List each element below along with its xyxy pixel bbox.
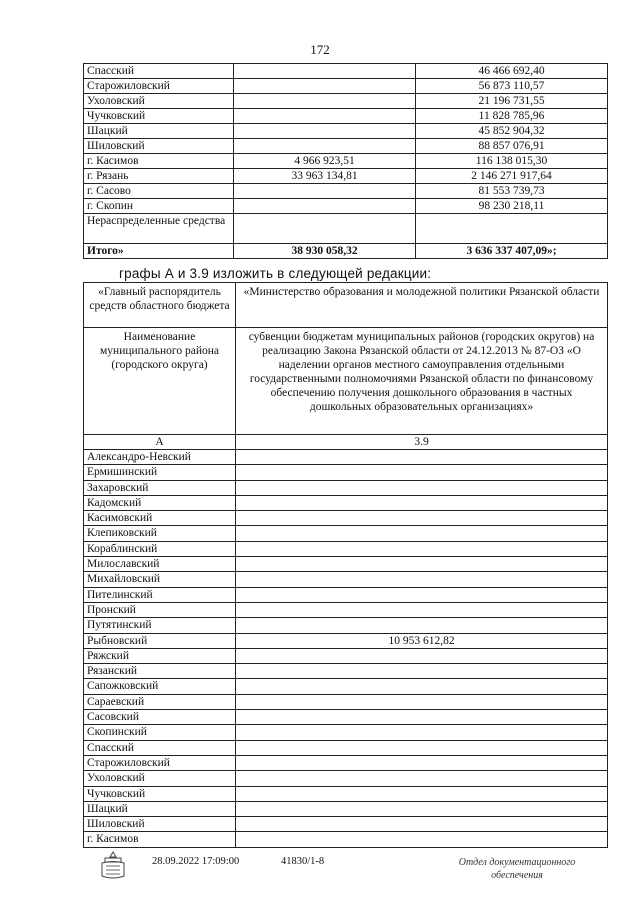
district-name: Старожиловский (84, 755, 236, 770)
table-row (84, 755, 608, 770)
table-row (84, 139, 608, 154)
table-row (84, 710, 608, 725)
table-row (84, 557, 608, 572)
footer-datetime: 28.09.2022 17:09:00 (152, 856, 240, 867)
column-39-label: 3.9 (236, 435, 608, 450)
amount-cell (236, 679, 608, 694)
district-name: Спасский (84, 64, 234, 79)
chief-manager-label: «Главный распорядитель средств областного бюджета (84, 283, 236, 328)
ministry-name: «Министерство образования и молодежной политики Рязанской области (236, 283, 608, 328)
district-name: Шиловский (84, 817, 236, 832)
coat-of-arms-icon (96, 850, 130, 882)
amount-cell (234, 79, 416, 94)
amount-cell (236, 725, 608, 740)
amount-cell: 45 852 904,32 (416, 124, 608, 139)
table-row (84, 511, 608, 526)
amount-cell (236, 740, 608, 755)
amount-cell (234, 94, 416, 109)
footer-doc-number: 41830/1-8 (281, 856, 325, 867)
amount-cell (234, 109, 416, 124)
amount-cell: 88 857 076,91 (416, 139, 608, 154)
amount-cell (236, 495, 608, 510)
table-row (84, 587, 608, 602)
amount-cell (236, 664, 608, 679)
district-name: Михайловский (84, 572, 236, 587)
amount-cell: 11 828 785,96 (416, 109, 608, 124)
unallocated-row (84, 214, 608, 244)
table-row (84, 480, 608, 495)
district-name: г. Сасово (84, 184, 234, 199)
amount-cell (236, 557, 608, 572)
amount-cell (236, 817, 608, 832)
district-name: Ухоловский (84, 94, 234, 109)
amount-cell (236, 648, 608, 663)
table-row (84, 541, 608, 556)
district-name: Александро-Невский (84, 450, 236, 465)
district-name: Шиловский (84, 139, 234, 154)
table-row (84, 679, 608, 694)
table-row (84, 495, 608, 510)
district-name: Чучковский (84, 109, 234, 124)
amount-cell: 56 873 110,57 (416, 79, 608, 94)
unallocated-label: Нераспределенные средства (84, 214, 234, 244)
amount-cell (234, 64, 416, 79)
amount-cell (236, 602, 608, 617)
table-row (84, 572, 608, 587)
section-heading: графы А и 3.9 изложить в следующей редакции: (119, 266, 432, 281)
table-row (84, 184, 608, 199)
table-row (84, 154, 608, 169)
district-name: Ряжский (84, 648, 236, 663)
amount-cell (234, 199, 416, 214)
table-row (84, 817, 608, 832)
table-row (84, 740, 608, 755)
subvention-table (83, 282, 608, 848)
district-name: Шацкий (84, 124, 234, 139)
district-name: Сараевский (84, 694, 236, 709)
district-name: Рыбновский (84, 633, 236, 648)
amount-cell (236, 755, 608, 770)
amount-cell (236, 801, 608, 816)
amount-cell (236, 526, 608, 541)
table-row (84, 633, 608, 648)
table-row (84, 725, 608, 740)
table-row (84, 664, 608, 679)
district-name: Ермишинский (84, 465, 236, 480)
district-name: Путятинский (84, 618, 236, 633)
district-name: Чучковский (84, 786, 236, 801)
page-number: 172 (310, 42, 330, 57)
district-name: Пителинский (84, 587, 236, 602)
amount-cell (234, 139, 416, 154)
table-row (84, 526, 608, 541)
table-row (84, 450, 608, 465)
amount-cell: 33 963 134,81 (234, 169, 416, 184)
amount-cell: 46 466 692,40 (416, 64, 608, 79)
district-name: Сасовский (84, 710, 236, 725)
amount-cell (236, 832, 608, 847)
district-name: г. Рязань (84, 169, 234, 184)
table-row (84, 79, 608, 94)
total-amount: 38 930 058,32 (234, 244, 416, 259)
district-name: Кораблинский (84, 541, 236, 556)
district-name: г. Касимов (84, 154, 234, 169)
table-row (84, 124, 608, 139)
amount-cell: 21 196 731,55 (416, 94, 608, 109)
district-name: Рязанский (84, 664, 236, 679)
table-row (84, 648, 608, 663)
amount-cell: 116 138 015,30 (416, 154, 608, 169)
district-column-header: Наименование муниципального района (городского округа) (84, 328, 236, 435)
amount-cell (234, 124, 416, 139)
district-name: Спасский (84, 740, 236, 755)
budget-table (83, 63, 608, 259)
amount-cell (236, 618, 608, 633)
table-row (84, 64, 608, 79)
table-row (84, 832, 608, 847)
total-row (84, 244, 608, 259)
table-row (84, 786, 608, 801)
footer-department: Отдел документационного обеспечения (458, 857, 576, 881)
table-row (84, 94, 608, 109)
table-row (84, 618, 608, 633)
district-name: Сапожковский (84, 679, 236, 694)
district-name: г. Касимов (84, 832, 236, 847)
amount-cell (236, 786, 608, 801)
amount-cell: 81 553 739,73 (416, 184, 608, 199)
district-name: Кадомский (84, 495, 236, 510)
district-name: Милославский (84, 557, 236, 572)
district-name: Шацкий (84, 801, 236, 816)
amount-cell (236, 450, 608, 465)
amount-cell: 98 230 218,11 (416, 199, 608, 214)
total-amount: 3 636 337 407,09»; (416, 244, 608, 259)
district-name: Касимовский (84, 511, 236, 526)
column-a-label: А (84, 435, 236, 450)
header-row-2 (84, 328, 608, 435)
district-name: Ухоловский (84, 771, 236, 786)
district-name: Клепиковский (84, 526, 236, 541)
amount-cell (236, 511, 608, 526)
amount-cell (236, 480, 608, 495)
amount-cell: 10 953 612,82 (236, 633, 608, 648)
amount-cell (236, 465, 608, 480)
amount-cell (236, 587, 608, 602)
subvention-description: субвенции бюджетам муниципальных районов (городских округов) на реализацию Закона Рязанской области от 24.12.2013 № 87-ОЗ «О наделении органов местного самоуправления отдельными государственными полномочиями Рязанской области по финансовому обеспечению получения дошкольного образования в частных дошкольных образовательных организациях» (236, 328, 608, 435)
table-row (84, 694, 608, 709)
amount-cell: 2 146 271 917,64 (416, 169, 608, 184)
table-row (84, 771, 608, 786)
amount-cell (236, 710, 608, 725)
table-row (84, 109, 608, 124)
district-name: г. Скопин (84, 199, 234, 214)
header-row-1 (84, 283, 608, 328)
table-row (84, 169, 608, 184)
amount-cell (236, 694, 608, 709)
table-row (84, 199, 608, 214)
district-name: Старожиловский (84, 79, 234, 94)
table-row (84, 465, 608, 480)
amount-cell (236, 541, 608, 556)
amount-cell (234, 184, 416, 199)
header-row-3 (84, 435, 608, 450)
table-row (84, 602, 608, 617)
district-name: Скопинский (84, 725, 236, 740)
amount-cell (236, 771, 608, 786)
total-label: Итого» (84, 244, 234, 259)
amount-cell (236, 572, 608, 587)
district-name: Захаровский (84, 480, 236, 495)
district-name: Пронский (84, 602, 236, 617)
amount-cell: 4 966 923,51 (234, 154, 416, 169)
table-row (84, 801, 608, 816)
